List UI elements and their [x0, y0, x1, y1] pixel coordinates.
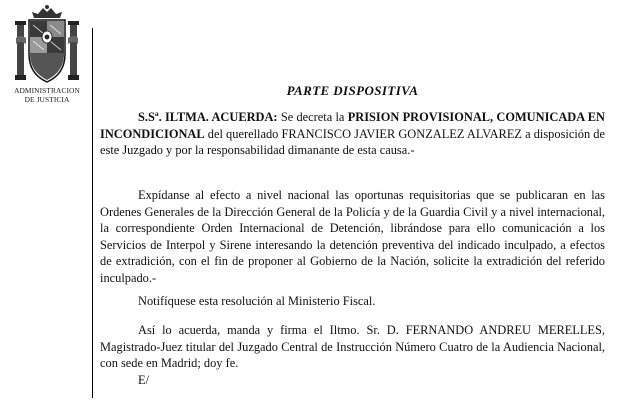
- signature-mark: E/: [138, 372, 150, 387]
- paragraph-notification: Notifíquese esta resolución al Ministerio Fiscal.: [138, 294, 376, 308]
- decision-lead: S.Sª. ILTMA. ACUERDA:: [138, 110, 278, 124]
- letterhead: [6, 4, 88, 104]
- paragraph-warrants: Expídanse al efecto a nivel nacional las oportunas requisitorias que se publicaran en las Ordenes Generales de la Dirección General de la Policía y de la Guardia Civil y a nivel internacional, la correspondiente Orden Internacional de Detención, librándose para ello comunicación a los Servicios de Interpol y Sirene interesando la detención preventiva del indicado inculpado, a efectos de extradición, con el fin de proponer al Gobierno de la Nación, solicite la extradición del referido inculpado.-: [100, 188, 605, 285]
- coat-of-arms-icon: [14, 4, 80, 86]
- section-heading: PARTE DISPOSITIVA: [286, 83, 419, 98]
- decision-measure: PRISION PROVISIONAL, COMUNICADA EN INCONDICIONAL: [100, 110, 605, 141]
- margin-rule: [92, 28, 93, 398]
- paragraph-signature: [100, 322, 605, 388]
- decision-text-b: del querellado FRANCISCO JAVIER GONZALEZ ALVAREZ a disposición de este Juzgado y por la responsabilidad dimanante de esta causa.-: [100, 126, 605, 158]
- decision-text-a: Se decreta la: [277, 110, 348, 124]
- caption-line-2: DE JUSTICIA: [24, 95, 70, 104]
- paragraph-decision: [100, 109, 605, 159]
- caption-line-1: ADMINISTRACION: [14, 86, 80, 95]
- signature-text: Así lo acuerda, manda y firma el Iltmo. Sr. D. FERNANDO ANDREU MERELLES, Magistrado-Juez titular del Juzgado Central de Instrucción Número Cuatro de la Audiencia Nacional, con sede en Madrid; doy fe.: [100, 323, 605, 371]
